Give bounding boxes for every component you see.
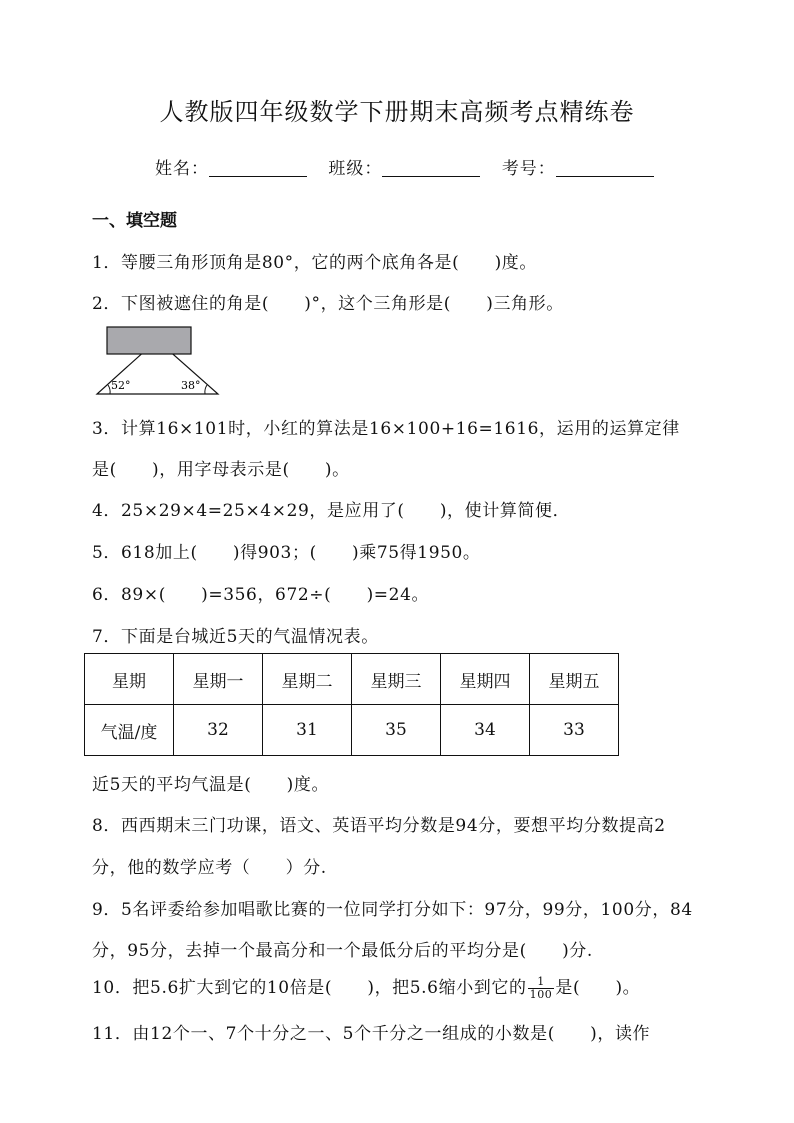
table-cell: 32 (174, 705, 263, 756)
question-8-line-2: 分，他的数学应考（ ）分. (92, 858, 327, 878)
question-2: 2．下图被遮住的角是( )°，这个三角形是( )三角形。 (92, 294, 564, 314)
name-blank[interactable] (209, 158, 307, 177)
student-info-line (155, 154, 670, 179)
triangle-figure (92, 322, 222, 396)
question-6: 6．89×( )=356，672÷( )=24。 (92, 585, 430, 605)
table-cell: 31 (263, 705, 352, 756)
temperature-table (84, 653, 619, 756)
question-8-line-1: 8．西西期末三门功课，语文、英语平均分数是94分，要想平均分数提高2 (92, 816, 666, 836)
name-label: 姓名： (155, 159, 209, 179)
table-cell: 33 (530, 705, 619, 756)
fraction-numerator: 1 (528, 976, 555, 989)
fraction-denominator: 100 (529, 988, 553, 1001)
fraction-one-hundredth (528, 976, 555, 1001)
question-3-line-2: 是( )，用字母表示是( )。 (92, 460, 350, 480)
table-row-label: 气温/度 (85, 705, 174, 756)
question-5: 5．618加上( )得903；( )乘75得1950。 (92, 543, 481, 563)
table-header-cell: 星期二 (263, 654, 352, 705)
class-blank[interactable] (382, 158, 480, 177)
table-cell: 35 (352, 705, 441, 756)
question-10-text: 10．把5.6扩大到它的10倍是( )，把5.6缩小到它的 (92, 978, 527, 998)
table-header-cell: 星期五 (530, 654, 619, 705)
right-angle-arc (205, 385, 207, 394)
table-header-row (85, 654, 619, 705)
question-11: 11．由12个一、7个十分之一、5个千分之一组成的小数是( )，读作 (92, 1024, 651, 1044)
question-10-text-end: 是( )。 (555, 978, 641, 998)
question-7-followup: 近5天的平均气温是( )度。 (92, 775, 330, 795)
exam-number-label: 考号： (501, 159, 556, 179)
question-1: 1．等腰三角形顶角是80°，它的两个底角各是( )度。 (92, 253, 538, 273)
table-header-cell: 星期一 (174, 654, 263, 705)
exam-number-blank[interactable] (556, 158, 654, 177)
question-7: 7．下面是台城近5天的气温情况表。 (92, 627, 379, 647)
table-header-cell: 星期四 (441, 654, 530, 705)
table-cell: 34 (441, 705, 530, 756)
left-angle-arc (108, 385, 110, 394)
table-header-cell: 星期 (85, 654, 174, 705)
table-row (85, 705, 619, 756)
table-header-cell: 星期三 (352, 654, 441, 705)
right-angle-label: 38° (181, 379, 201, 392)
section-heading: 一、填空题 (92, 211, 177, 231)
question-3-line-1: 3．计算16×101时，小红的算法是16×100+16=1616，运用的运算定律 (92, 419, 680, 439)
left-angle-label: 52° (111, 379, 131, 392)
question-9-line-2: 分，95分，去掉一个最高分和一个最低分后的平均分是( )分. (92, 941, 593, 961)
page-title: 人教版四年级数学下册期末高频考点精练卷 (159, 98, 635, 126)
question-9-line-1: 9．5名评委给参加唱歌比赛的一位同学打分如下：97分，99分，100分，84 (92, 900, 693, 920)
class-label: 班级： (328, 159, 383, 179)
covering-rectangle (107, 327, 191, 354)
question-10 (92, 973, 640, 1001)
question-4: 4．25×29×4=25×4×29，是应用了( )，使计算简便． (92, 501, 571, 521)
